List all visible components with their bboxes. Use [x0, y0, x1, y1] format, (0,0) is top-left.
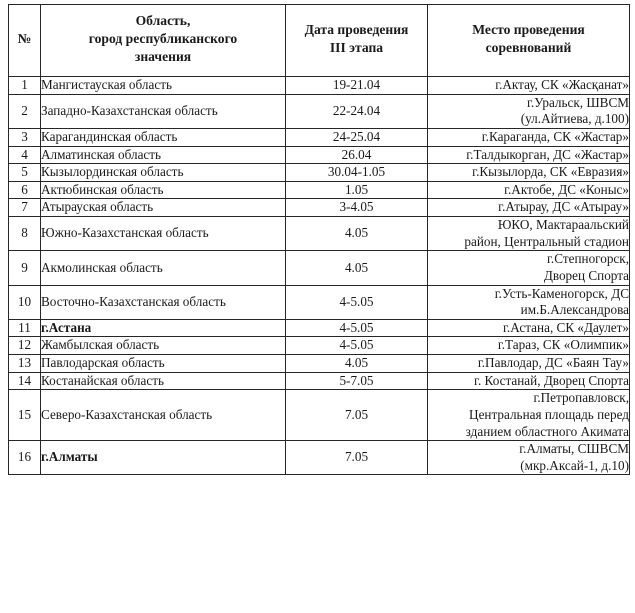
- cell-region: Акмолинская область: [41, 251, 286, 285]
- cell-region: г.Астана: [41, 319, 286, 337]
- cell-region: Жамбылская область: [41, 337, 286, 355]
- cell-place-line: район, Центральный стадион: [464, 233, 629, 249]
- cell-place-line: г.Петропавловск,: [533, 390, 629, 406]
- cell-place-line: (мкр.Аксай-1, д.10): [520, 457, 629, 473]
- cell-place: [428, 441, 630, 475]
- schedule-table: [8, 4, 630, 475]
- table-row: [9, 217, 630, 251]
- cell-place: [428, 181, 630, 199]
- cell-number: 16: [9, 441, 41, 475]
- column-header-place-line2: соревнований: [485, 40, 572, 55]
- cell-place-line: г.Степногорск,: [547, 251, 629, 267]
- cell-place-line: г.Усть-Каменогорск, ДС: [494, 285, 629, 301]
- cell-place-line: (ул.Айтиева, д.100): [520, 111, 629, 127]
- cell-region: Мангистауская область: [41, 77, 286, 95]
- cell-date: 7.05: [286, 441, 428, 475]
- cell-number: 1: [9, 77, 41, 95]
- cell-number: 5: [9, 164, 41, 182]
- cell-place: [428, 319, 630, 337]
- table-header: [9, 5, 630, 77]
- cell-place-line: г.Астана, СК «Даулет»: [502, 319, 629, 335]
- table-row: [9, 372, 630, 390]
- table-row: [9, 355, 630, 373]
- cell-place: [428, 128, 630, 146]
- cell-date: 4.05: [286, 217, 428, 251]
- cell-place-line: г.Актау, СК «Жасқанат»: [495, 77, 629, 92]
- cell-place: [428, 217, 630, 251]
- cell-number: 4: [9, 146, 41, 164]
- cell-place-line: г.Павлодар, ДС «Баян Тау»: [477, 355, 629, 370]
- cell-number: 11: [9, 319, 41, 337]
- column-header-date: [286, 5, 428, 77]
- cell-place: [428, 372, 630, 390]
- cell-date: 30.04-1.05: [286, 164, 428, 182]
- table-row: [9, 199, 630, 217]
- cell-region: Восточно-Казахстанская область: [41, 285, 286, 319]
- cell-region: Южно-Казахстанская область: [41, 217, 286, 251]
- cell-place: [428, 337, 630, 355]
- column-header-number: №: [9, 5, 41, 77]
- cell-number: 2: [9, 94, 41, 128]
- cell-region: Актюбинская область: [41, 181, 286, 199]
- cell-number: 13: [9, 355, 41, 373]
- cell-region: Костанайская область: [41, 372, 286, 390]
- cell-date: 22-24.04: [286, 94, 428, 128]
- cell-date: 4-5.05: [286, 319, 428, 337]
- cell-region: Карагандинская область: [41, 128, 286, 146]
- cell-date: 3-4.05: [286, 199, 428, 217]
- cell-place: [428, 146, 630, 164]
- cell-region: Кызылординская область: [41, 164, 286, 182]
- cell-number: 8: [9, 217, 41, 251]
- cell-number: 10: [9, 285, 41, 319]
- table-row: [9, 390, 630, 441]
- table-header-row: [9, 5, 630, 77]
- table-row: [9, 181, 630, 199]
- cell-place-line: г.Караганда, СК «Жастар»: [481, 128, 629, 144]
- cell-place-line: ЮКО, Мактараальский: [497, 217, 629, 232]
- cell-place-line: г.Тараз, СК «Олимпик»: [497, 337, 629, 353]
- table-row: [9, 319, 630, 337]
- cell-date: 7.05: [286, 390, 428, 441]
- cell-region: Атырауская область: [41, 199, 286, 217]
- column-header-region: [41, 5, 286, 77]
- cell-number: 3: [9, 128, 41, 146]
- cell-region: Павлодарская область: [41, 355, 286, 373]
- cell-date: 4.05: [286, 355, 428, 373]
- cell-place-line: Центральная площадь перед: [469, 406, 629, 422]
- table-row: [9, 164, 630, 182]
- cell-place-line: г.Алматы, СШВСМ: [519, 441, 629, 457]
- cell-number: 12: [9, 337, 41, 355]
- cell-date: 24-25.04: [286, 128, 428, 146]
- column-header-region-line1: Область,: [135, 13, 191, 29]
- cell-place-line: г.Актобе, ДС «Коныс»: [504, 181, 629, 197]
- cell-place-line: г.Талдыкорган, ДС «Жастар»: [466, 146, 629, 162]
- cell-place-line: г. Костанай, Дворец Спорта: [474, 372, 629, 388]
- cell-number: 15: [9, 390, 41, 441]
- cell-place: [428, 77, 630, 95]
- cell-number: 6: [9, 181, 41, 199]
- cell-region: Северо-Казахстанская область: [41, 390, 286, 441]
- cell-region: Алматинская область: [41, 146, 286, 164]
- cell-date: 5-7.05: [286, 372, 428, 390]
- cell-date: 19-21.04: [286, 77, 428, 95]
- cell-date: 4.05: [286, 251, 428, 285]
- column-header-region-line2: город республиканского: [88, 31, 238, 47]
- cell-place: [428, 164, 630, 182]
- table-row: [9, 146, 630, 164]
- table-row: [9, 441, 630, 475]
- table-row: [9, 128, 630, 146]
- cell-place: [428, 94, 630, 128]
- cell-date: 1.05: [286, 181, 428, 199]
- cell-place-line: г.Атырау, ДС «Атырау»: [498, 199, 629, 215]
- cell-place: [428, 355, 630, 373]
- table-row: [9, 251, 630, 285]
- table-row: [9, 94, 630, 128]
- cell-place: [428, 390, 630, 441]
- cell-place-line: Дворец Спорта: [543, 267, 629, 283]
- table-row: [9, 285, 630, 319]
- cell-place-line: зданием областного Акимата: [465, 423, 629, 439]
- column-header-place-line1: Место проведения: [472, 22, 585, 38]
- table-row: [9, 77, 630, 95]
- cell-place-line: г.Уральск, ШВСМ: [526, 94, 629, 110]
- cell-place-line: г.Кызылорда, СК «Евразия»: [472, 164, 629, 180]
- table-row: [9, 337, 630, 355]
- cell-number: 14: [9, 372, 41, 390]
- column-header-place: [428, 5, 630, 77]
- cell-number: 7: [9, 199, 41, 217]
- cell-place: [428, 251, 630, 285]
- column-header-date-line2: III этапа: [329, 40, 384, 55]
- cell-place-line: им.Б.Александрова: [520, 302, 629, 318]
- table-body: [9, 77, 630, 475]
- cell-place: [428, 199, 630, 217]
- cell-place: [428, 285, 630, 319]
- column-header-date-line1: Дата проведения: [304, 22, 409, 38]
- column-header-region-line3: значения: [134, 48, 192, 64]
- cell-region: г.Алматы: [41, 441, 286, 475]
- cell-number: 9: [9, 251, 41, 285]
- cell-date: 4-5.05: [286, 337, 428, 355]
- cell-date: 4-5.05: [286, 285, 428, 319]
- cell-date: 26.04: [286, 146, 428, 164]
- cell-region: Западно-Казахстанская область: [41, 94, 286, 128]
